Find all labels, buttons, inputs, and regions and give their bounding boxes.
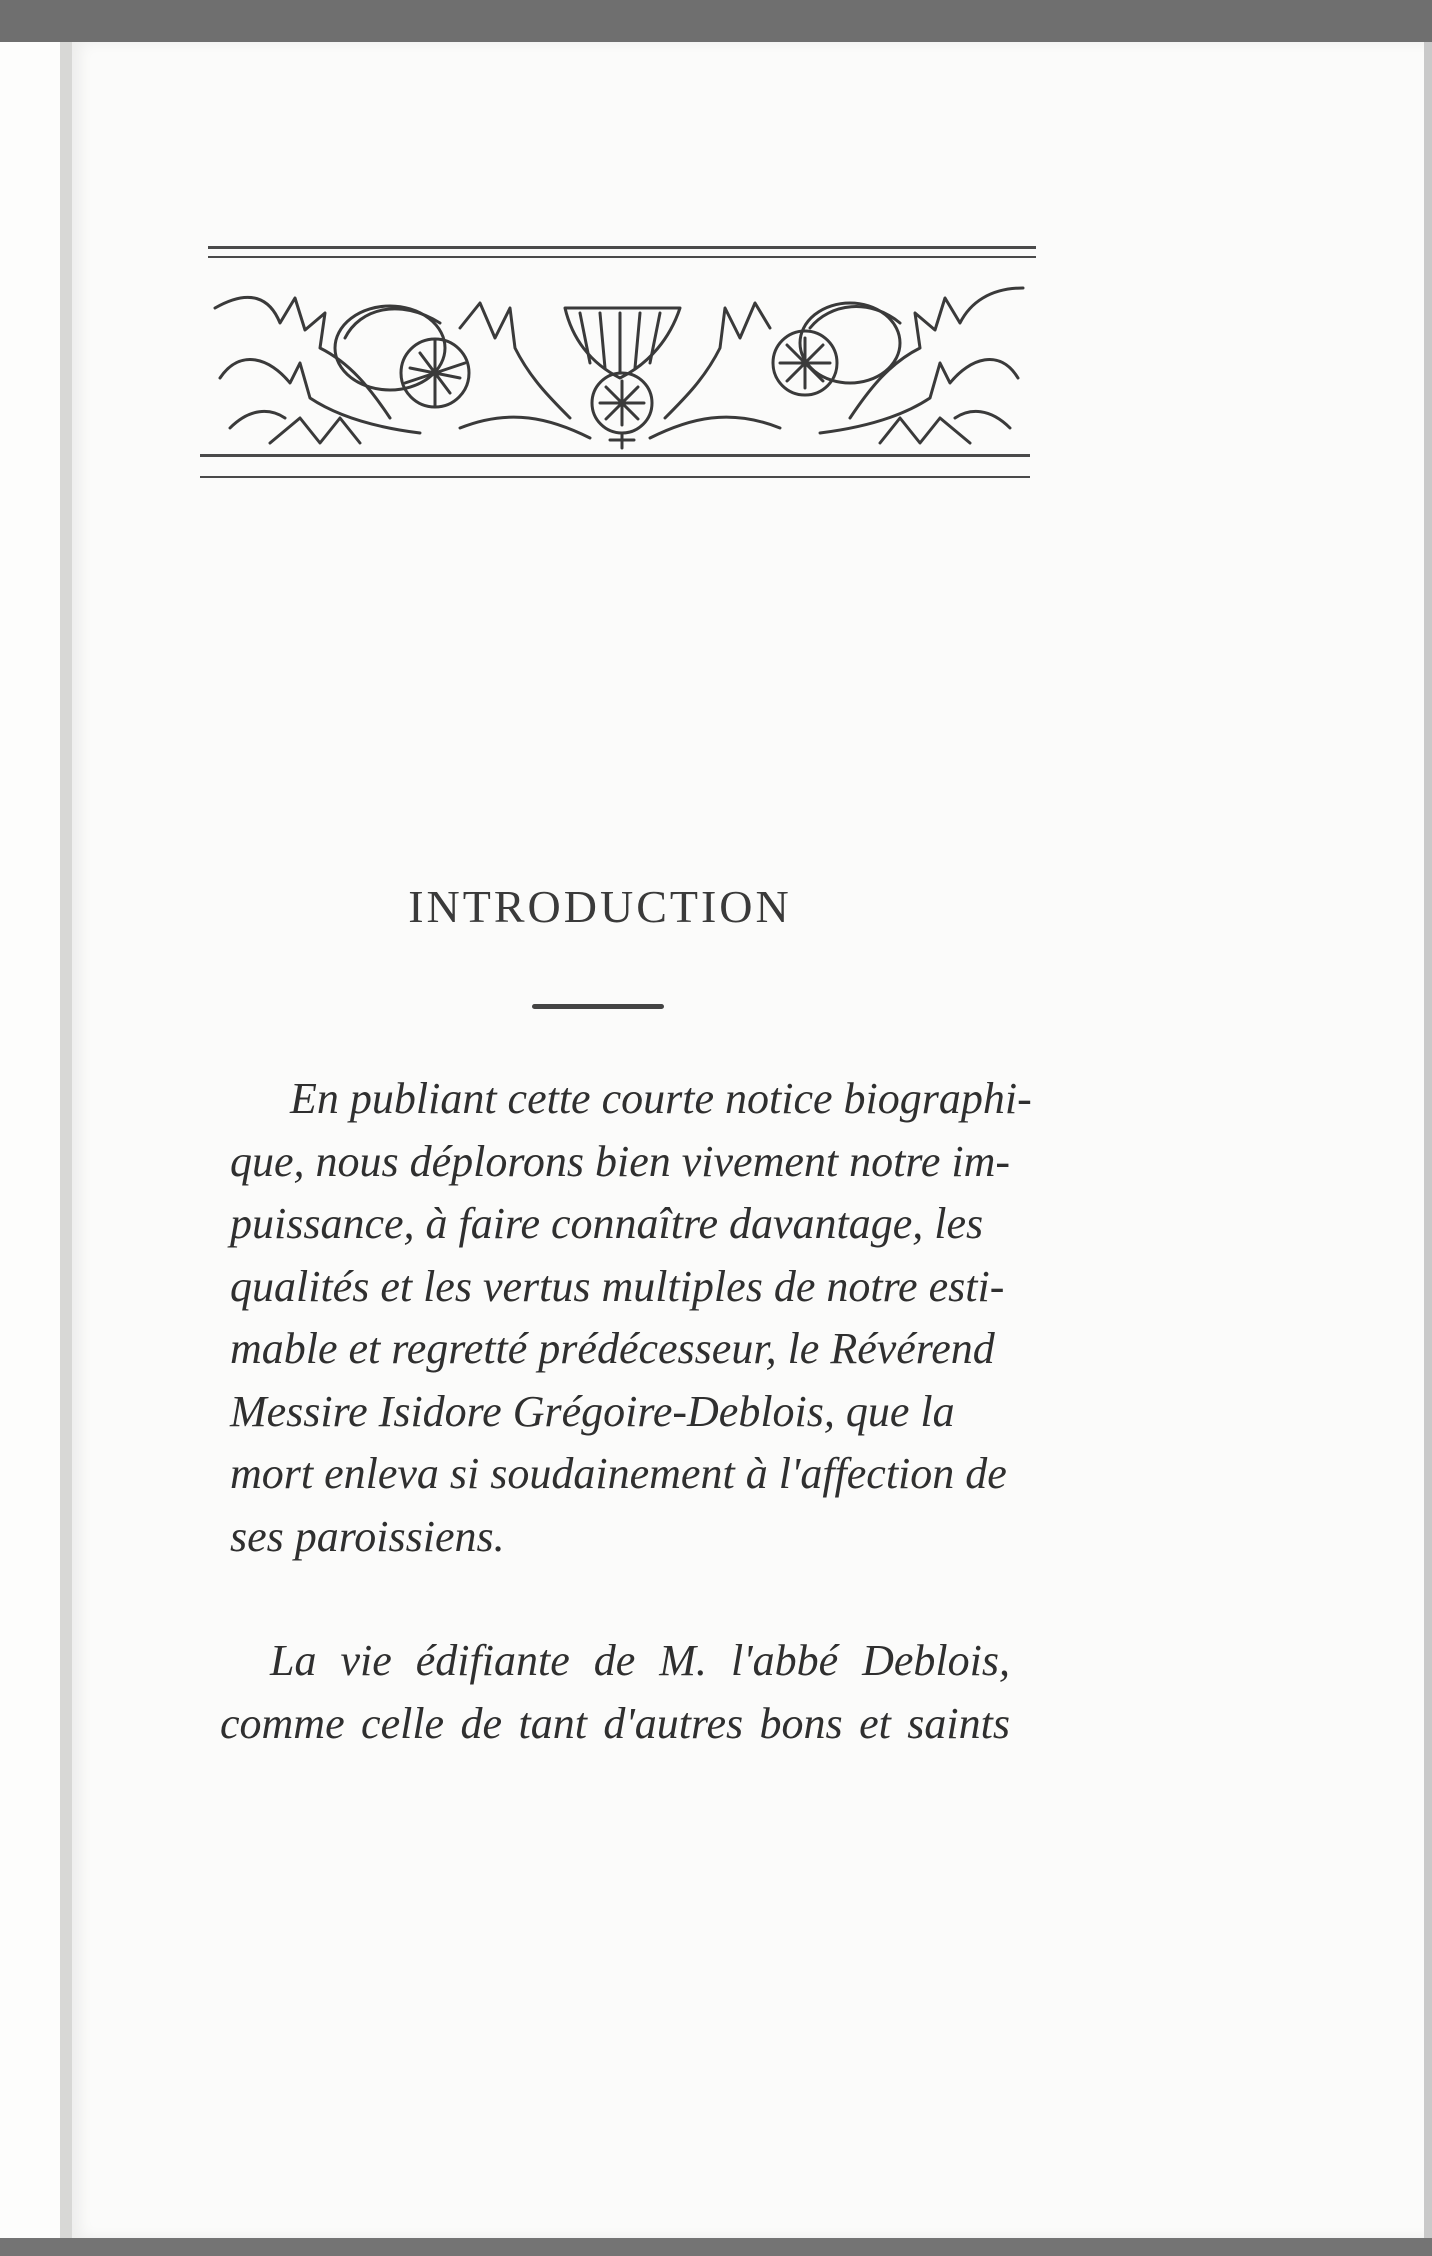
paragraph-line: comme celle de tant d'autres bons et saints	[220, 1698, 1010, 1748]
thistle-ornament-icon	[210, 268, 1028, 450]
ornament-bottom-rule-1	[200, 454, 1030, 457]
paragraph-line: que, nous déplorons bien vivement notre im-	[230, 1136, 1011, 1186]
page-right-edge	[1424, 42, 1432, 2238]
ornament-bottom-rule-2	[200, 476, 1030, 478]
scan-top-margin	[0, 0, 1432, 42]
paragraph-line: qualités et les vertus multiples de notre esti-	[230, 1261, 1005, 1311]
paragraph-line: En publiant cette courte notice biographi-	[290, 1074, 1032, 1123]
paragraph-line: Messire Isidore Grégoire-Deblois, que la	[230, 1386, 955, 1436]
paragraph-line: mort enleva si soudainement à l'affection de	[230, 1449, 1007, 1498]
paragraph-line: La vie édifiante de M. l'abbé Deblois,	[270, 1636, 1010, 1685]
paragraph-1	[170, 1068, 1032, 1568]
scan-bottom-margin	[0, 2238, 1432, 2256]
chapter-title: INTRODUCTION	[408, 881, 792, 932]
ornament-top-rule-1	[208, 246, 1036, 249]
paragraph-line: ses paroissiens.	[230, 1511, 505, 1561]
title-divider	[532, 1004, 664, 1009]
ornament-top-rule-2	[208, 256, 1036, 258]
paragraph-line: mable et regretté prédécesseur, le Révérend	[230, 1324, 995, 1373]
scan-left-margin	[0, 42, 60, 2256]
paragraph-2	[170, 1630, 1010, 1755]
paragraph-line: puissance, à faire connaître davantage, les	[230, 1199, 984, 1248]
